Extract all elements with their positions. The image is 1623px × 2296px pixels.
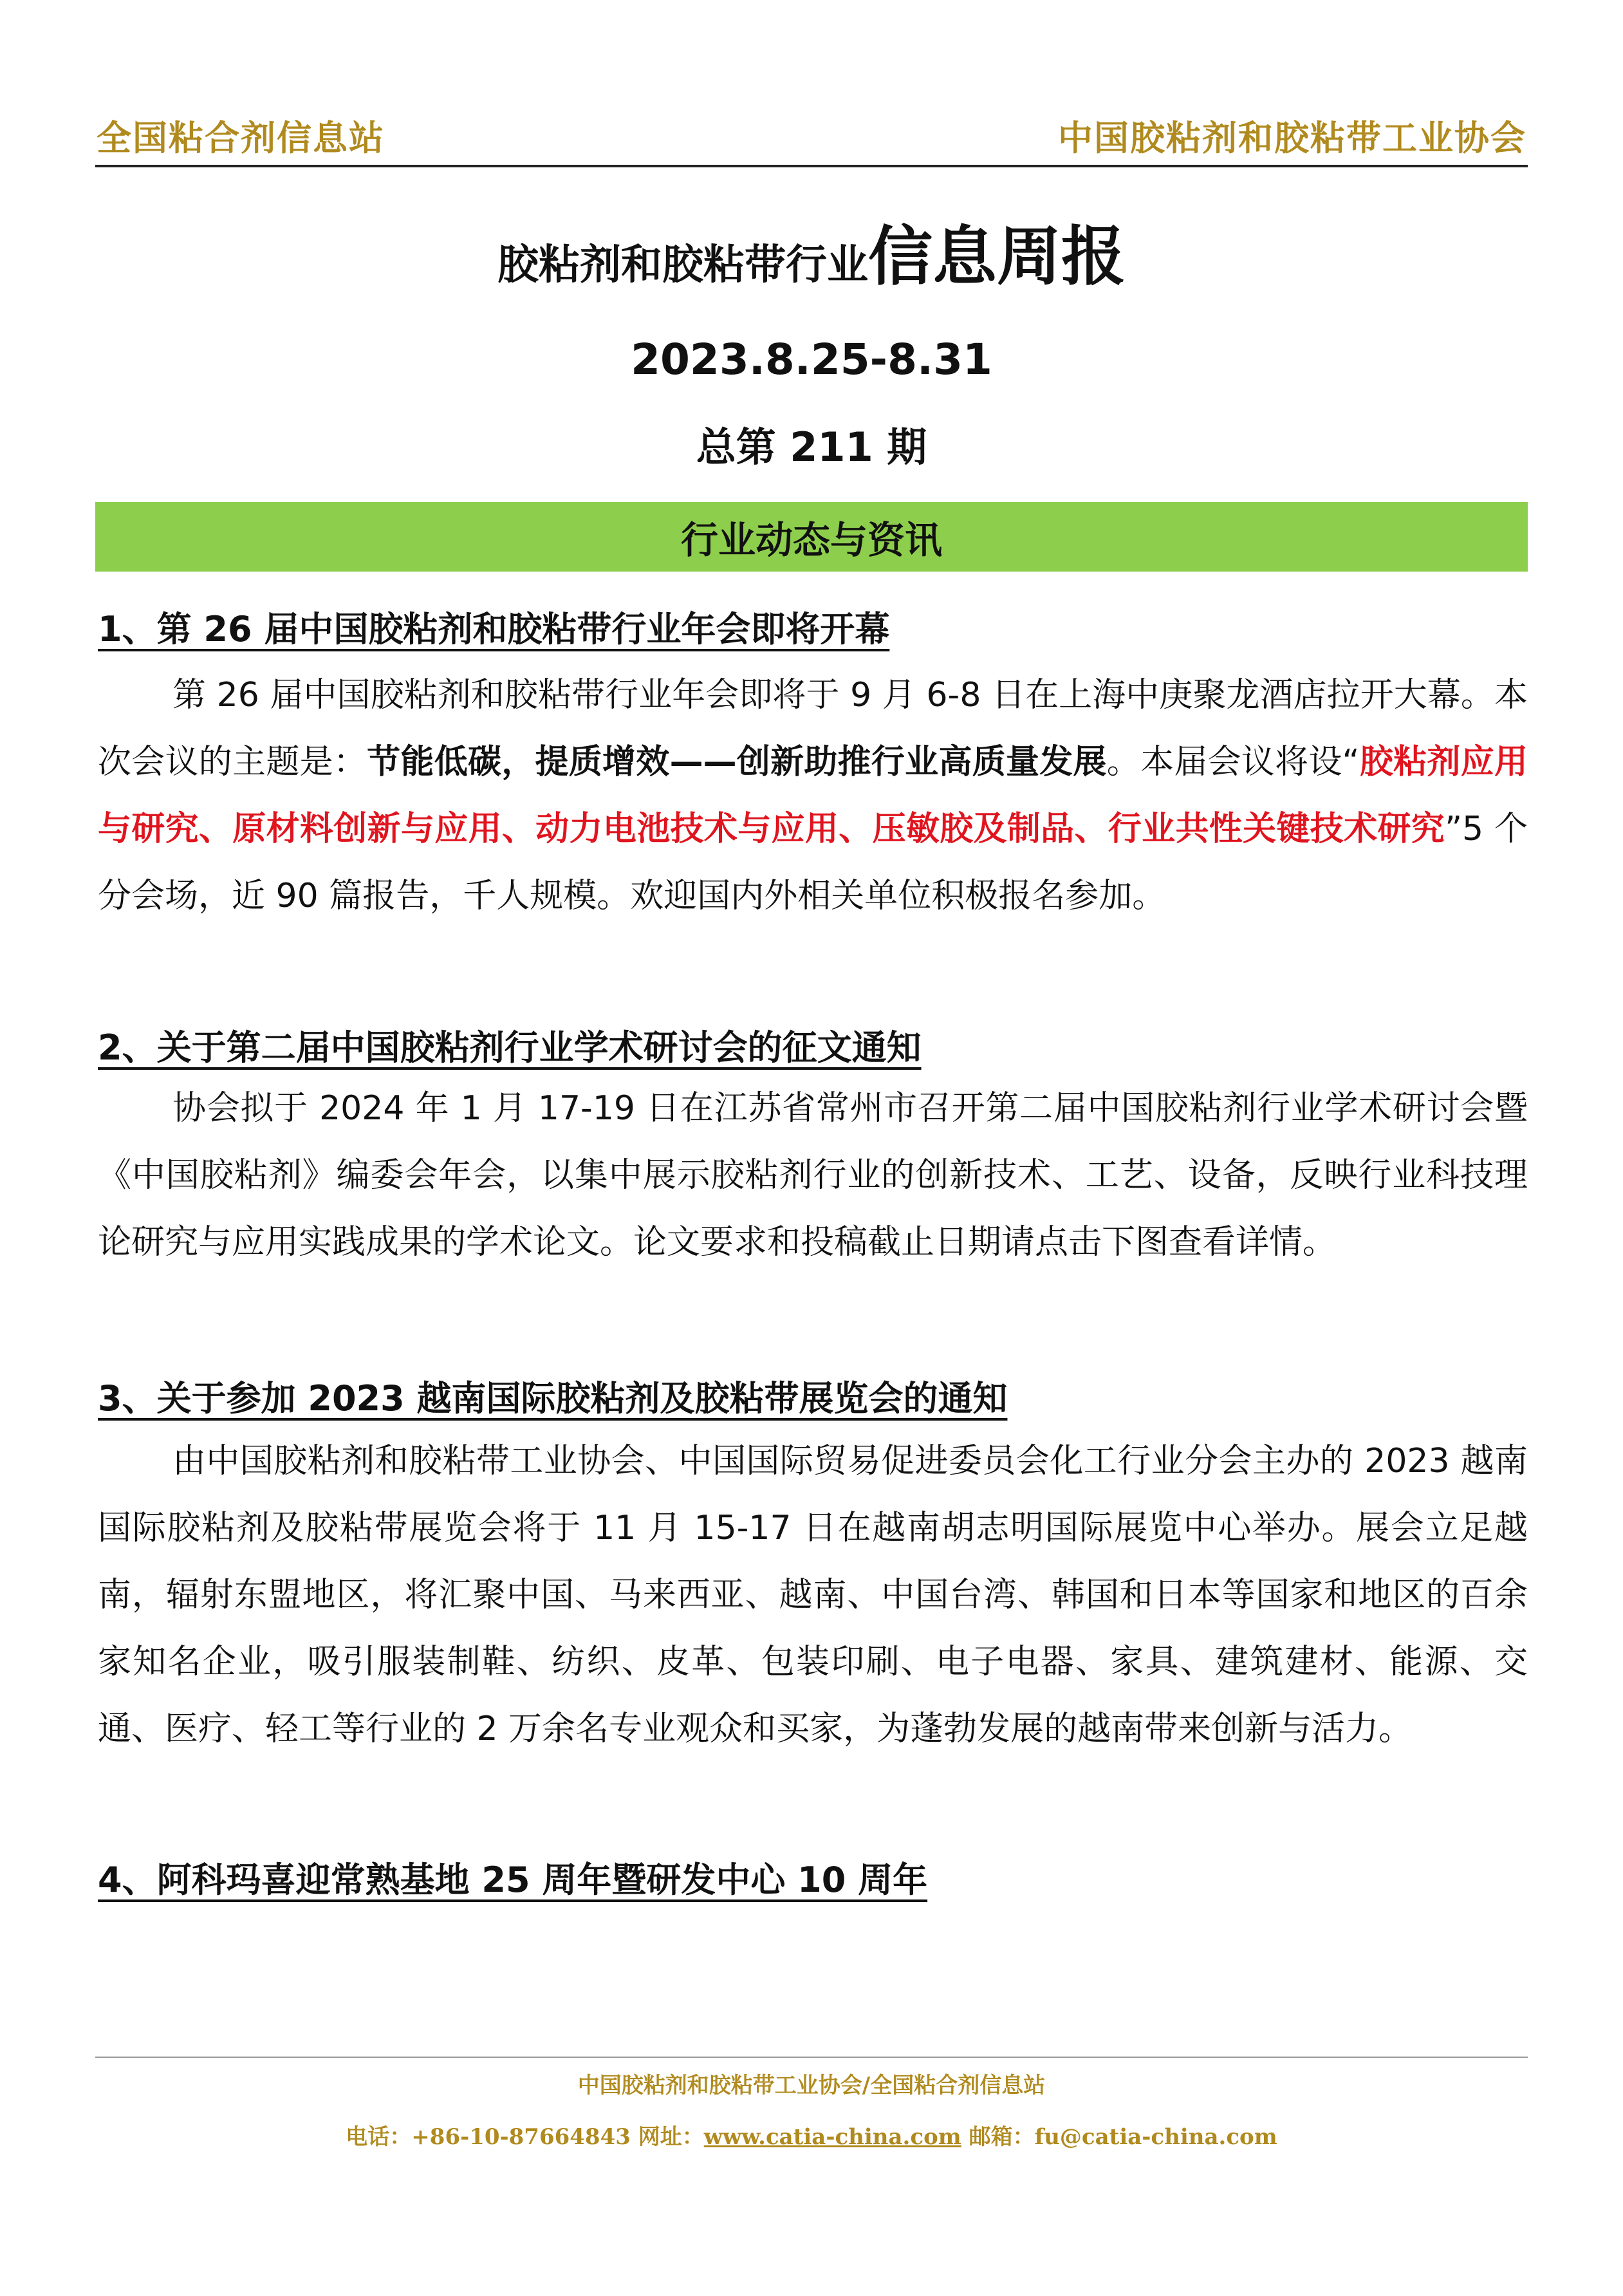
news-item-title[interactable]: 4、阿科玛喜迎常熟基地 25 周年暨研发中心 10 周年 xyxy=(98,1860,928,1900)
news-item-title[interactable]: 2、关于第二届中国胶粘剂行业学术研讨会的征文通知 xyxy=(98,1027,922,1068)
website-link[interactable]: www.catia-china.com xyxy=(703,2124,961,2150)
association-name-right: 中国胶粘剂和胶粘带工业协会 xyxy=(1058,117,1526,158)
news-item-title[interactable]: 1、第 26 届中国胶粘剂和胶粘带行业年会即将开幕 xyxy=(98,609,890,649)
section-banner: 行业动态与资讯 xyxy=(95,502,1528,572)
subforum-list: 胶粘剂应用与研究、原材料创新与应用、动力电池技术与应用、压敏胶及制品、行业共性关键技术研究 xyxy=(98,743,1528,848)
footer-contact: 电话：+86-10-87664843 网址：www.catia-china.com 邮箱：fu@catia-china.com xyxy=(346,2124,1277,2150)
news-item-body: 由中国胶粘剂和胶粘带工业协会、中国国际贸易促进委员会化工行业分会主办的 2023 越南国际胶粘剂及胶粘带展览会将于 11 月 15-17 日在越南胡志明国际展览中心举办。展会立足越南，辐射东盟地区，将汇聚中国、马来西亚、越南、中国台湾、韩国和日本等国家和地区的百余家知名企业，吸引服装制鞋、纺织、皮革、包装印刷、电子电器、家具、建筑建材、能源、交通、医疗、轻工等行业的 2 万余名专业观众和买家，为蓬勃发展的越南带来创新与活力。 xyxy=(98,1442,1528,1748)
issue-number: 总第 211 期 xyxy=(696,424,927,471)
title-prefix: 胶粘剂和胶粘带行业 xyxy=(497,241,868,289)
footer-divider xyxy=(95,2057,1528,2058)
news-item-body: 第 26 届中国胶粘剂和胶粘带行业年会即将于 9 月 6-8 日在上海中庚聚龙酒店拉开大幕。本次会议的主题是：节能低碳，提质增效——创新助推行业高质量发展。本届会议将设“胶粘剂应用与研究、原材料创新与应用、动力电池技术与应用、压敏胶及制品、行业共性关键技术研究”5 个分会场，近 90 篇报告，千人规模。欢迎国内外相关单位积极报名参加。 xyxy=(98,676,1528,915)
header-divider xyxy=(95,165,1528,167)
conference-theme: 节能低碳，提质增效——创新助推行业高质量发展 xyxy=(367,743,1107,781)
title-main: 信息周报 xyxy=(868,219,1126,294)
news-item-body: 协会拟于 2024 年 1 月 17-19 日在江苏省常州市召开第二届中国胶粘剂行业学术研讨会暨《中国胶粘剂》编委会年会，以集中展示胶粘剂行业的创新技术、工艺、设备，反映行业科技理论研究与应用实践成果的学术论文。论文要求和投稿截止日期请点击下图查看详情。 xyxy=(98,1089,1528,1262)
news-item-title[interactable]: 3、关于参加 2023 越南国际胶粘剂及胶粘带展览会的通知 xyxy=(98,1378,1008,1419)
page-title xyxy=(0,205,1623,297)
issue-date-range: 2023.8.25-8.31 xyxy=(631,335,992,384)
site-name-left: 全国粘合剂信息站 xyxy=(97,117,385,158)
footer-organization: 中国胶粘剂和胶粘带工业协会/全国粘合剂信息站 xyxy=(577,2073,1046,2098)
